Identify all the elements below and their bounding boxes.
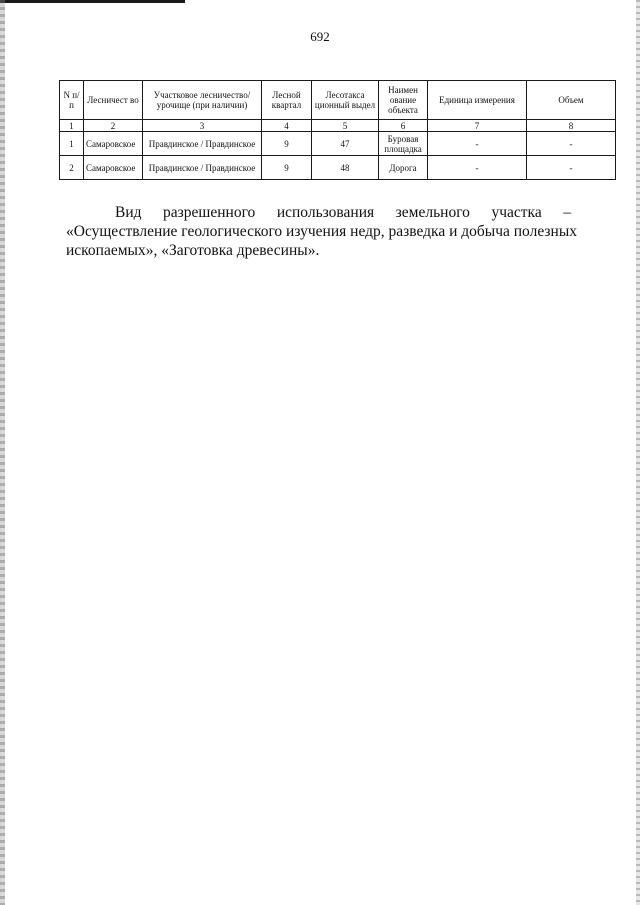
forestry-cell: Самаровское — [84, 156, 143, 180]
object-name-cell: Буровая площадка — [379, 132, 428, 156]
volume-cell: - — [527, 156, 616, 180]
column-number-cell: 2 — [84, 120, 143, 132]
quarter-cell: 9 — [262, 156, 312, 180]
row-number-cell: 2 — [60, 156, 84, 180]
paragraph-line: ископаемых», «Заготовка древесины». — [66, 242, 320, 259]
table-row — [60, 132, 616, 156]
column-number-cell: 6 — [379, 120, 428, 132]
header-cell: Лесотакса ционный выдел — [312, 81, 379, 120]
district-cell: Правдинское / Правдинское — [143, 156, 262, 180]
unit-cell: - — [428, 156, 527, 180]
land-use-paragraph — [66, 203, 577, 260]
column-number-cell: 4 — [262, 120, 312, 132]
header-cell: Лесничест во — [84, 81, 143, 120]
paragraph-line: Вид разрешенного использования земельного участка – — [115, 204, 571, 221]
column-number-cell: 1 — [60, 120, 84, 132]
column-number-cell: 7 — [428, 120, 527, 132]
forest-plot-table — [59, 80, 616, 180]
paragraph-line: «Осуществление геологического изучения недр, разведка и добыча полезных — [66, 223, 577, 240]
volume-cell: - — [527, 132, 616, 156]
allotment-cell: 47 — [312, 132, 379, 156]
page-number: 692 — [310, 29, 330, 44]
column-number-cell: 8 — [527, 120, 616, 132]
header-cell: Объем — [527, 81, 616, 120]
column-number-cell: 3 — [143, 120, 262, 132]
table-header-row — [60, 81, 616, 120]
header-cell: Единица измерения — [428, 81, 527, 120]
scan-top-border — [0, 0, 185, 3]
header-cell: Участковое лесничество/урочище (при наличии) — [143, 81, 262, 120]
allotment-cell: 48 — [312, 156, 379, 180]
table-row — [60, 156, 616, 180]
column-number-cell: 5 — [312, 120, 379, 132]
scan-left-edge — [0, 0, 5, 905]
object-name-cell: Дорога — [379, 156, 428, 180]
district-cell: Правдинское / Правдинское — [143, 132, 262, 156]
header-cell: Наимен ование объекта — [379, 81, 428, 120]
unit-cell: - — [428, 132, 527, 156]
column-number-row — [60, 120, 616, 132]
row-number-cell: 1 — [60, 132, 84, 156]
header-cell: N п/ п — [60, 81, 84, 120]
scan-right-edge — [636, 0, 640, 905]
header-cell: Лесной квартал — [262, 81, 312, 120]
quarter-cell: 9 — [262, 132, 312, 156]
forestry-cell: Самаровское — [84, 132, 143, 156]
